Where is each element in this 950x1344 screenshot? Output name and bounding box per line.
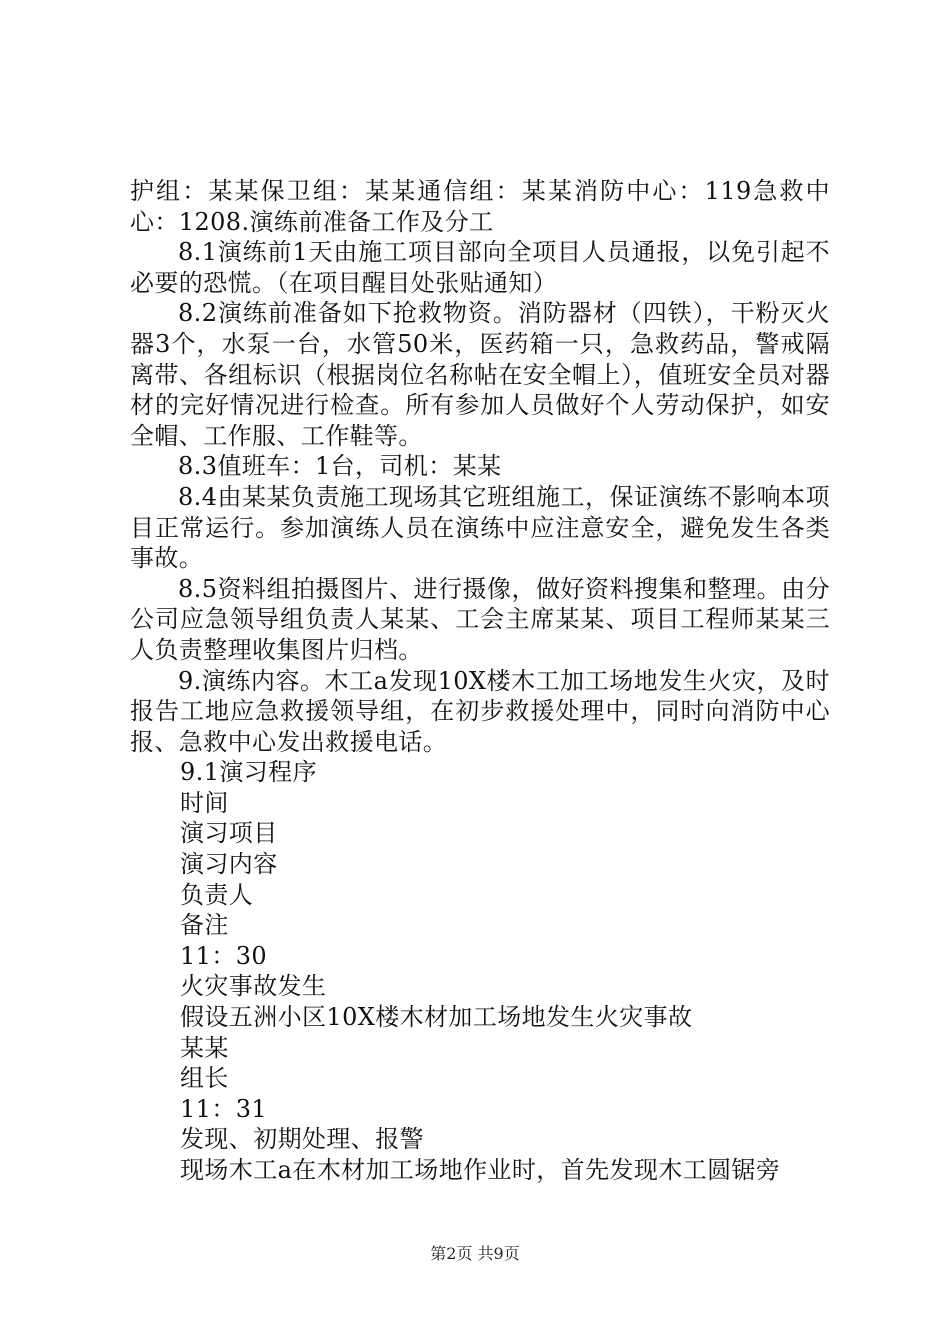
table-cell-item-2: 发现、初期处理、报警 [180,1125,424,1154]
paragraph-8-4: 8.4由某某负责施工现场其它班组施工，保证演练不影响本项目正常运行。参加演练人员在演练中应注意安全，避免发生各类事故。 [130,482,830,573]
table-cell-time-1: 11：30 [180,941,268,970]
paragraph-8-2: 8.2演练前准备如下抢救物资。消防器材（四铁），干粉灭火器3个，水泵一台，水管50米，医药箱一只，急救药品，警戒隔离带、各组标识（根据岗位名称帖在安全帽上），值班安全员对器材的完好情况进行检查。所有参加人员做好个人劳动保护，如安全帽、工作服、工作鞋等。 [130,299,830,450]
section-heading-9-1: 9.1演习程序 [180,758,317,787]
table-header-time: 时间 [180,788,229,817]
table-header-content: 演习内容 [180,850,278,879]
paragraph-8-1: 8.1演练前1天由施工项目部向全项目人员通报，以免引起不必要的恐慌。（在项目醒目处张贴通知） [130,238,830,297]
paragraph-9: 9.演练内容。木工a发现10X楼木工加工场地发生火灾，及时报告工地应急救援领导组，在初步救援处理中，同时向消防中心报、急救中心发出救援电话。 [130,666,830,756]
table-cell-owner-1: 某某 [180,1033,229,1062]
paragraph-8-5: 8.5资料组拍摄图片、进行摄像，做好资料搜集和整理。由分公司应急领导组负责人某某、工会主席某某、项目工程师某某三人负责整理收集图片归档。 [130,574,830,664]
table-header-owner: 负责人 [180,880,254,909]
table-cell-content-1: 假设五洲小区10X楼木材加工场地发生火灾事故 [180,1003,693,1032]
paragraph-8-3: 8.3值班车：1台，司机：某某 [178,452,502,481]
table-cell-item-1: 火灾事故发生 [180,972,327,1001]
table-header-remarks: 备注 [180,911,229,940]
table-header-item: 演习项目 [180,819,278,848]
paragraph-contacts: 护组：某某保卫组：某某通信组：某某消防中心：119急救中心：1208.演练前准备工作及分工 [130,177,830,236]
page-number-footer: 第2页 共9页 [430,1244,520,1263]
table-cell-time-2: 11：31 [180,1094,268,1123]
table-cell-content-2: 现场木工a在木材加工场地作业时，首先发现木工圆锯旁 [180,1156,781,1184]
table-cell-remarks-1: 组长 [180,1064,229,1093]
document-body [130,176,830,1186]
